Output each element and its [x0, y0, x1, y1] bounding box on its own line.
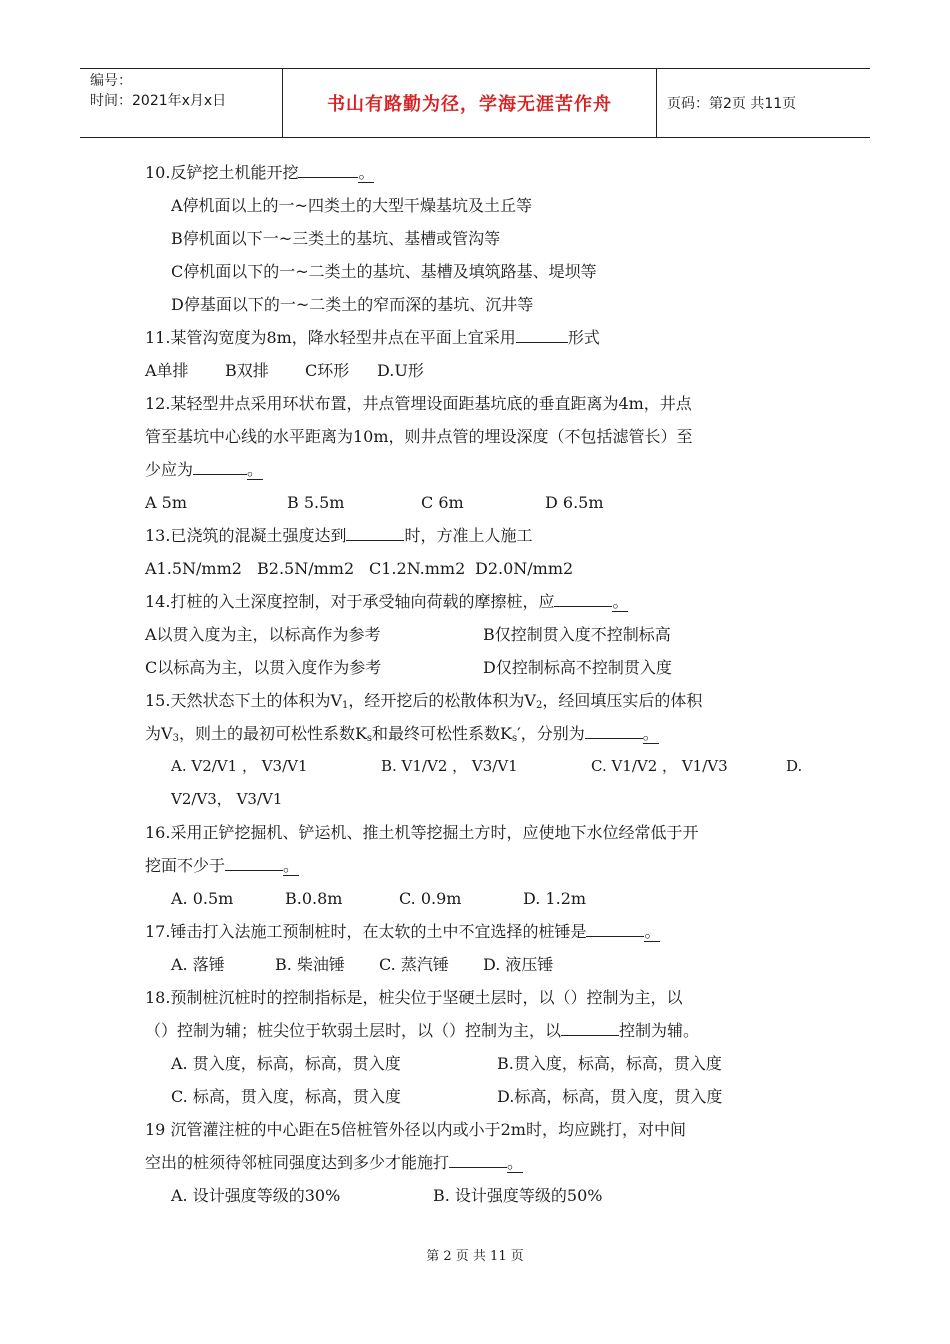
q18-option-d: D.标高，标高，贯入度，贯入度 — [497, 1087, 723, 1106]
q16-options — [145, 882, 813, 915]
q16-option-c: C. 0.9m — [399, 889, 462, 908]
q14-options-row2 — [145, 651, 813, 684]
q12-option-a: A 5m — [145, 493, 187, 512]
header-motto: 书山有路勤为径，学海无涯苦作舟 — [283, 69, 657, 137]
time-label: 时间：2021年x月x日 — [90, 93, 227, 109]
q16-option-b: B.0.8m — [285, 889, 343, 908]
q12-stem-line2: 管至基坑中心线的水平距离为10m，则井点管的埋设深度（不包括滤管长）至 — [145, 427, 693, 446]
q14-option-b: B仅控制贯入度不控制标高 — [483, 625, 671, 644]
q15-option-b: B. V1/V2 ， V3/V1 — [381, 757, 518, 775]
question-list — [145, 156, 813, 1212]
q17-options — [145, 948, 813, 981]
q19-stem-line2: 空出的桩须待邻桩同强度达到多少才能施打 。 — [145, 1153, 524, 1172]
answer-blank — [561, 1035, 619, 1036]
q14-stem: 14.打桩的入土深度控制，对于承受轴向荷载的摩擦桩，应 。 — [145, 592, 629, 611]
q13-option-c: C1.2N.mm2 — [369, 559, 466, 578]
q11-option-a: A单排 — [145, 361, 189, 380]
q13-options — [145, 552, 813, 585]
q14-option-c: C以标高为主，以贯入度作为参考 — [145, 658, 382, 677]
q16-stem-line2: 挖面不少于 。 — [145, 856, 300, 875]
answer-blank — [346, 540, 404, 541]
q16-option-d: D. 1.2m — [523, 889, 587, 908]
header-meta — [80, 69, 283, 137]
q10-option-a: A停机面以上的一~四类土的大型干燥基坑及土丘等 — [171, 196, 532, 215]
q16-stem-line1: 16.采用正铲挖掘机、铲运机、推土机等挖掘土方时，应使地下水位经常低于开 — [145, 823, 699, 842]
q18-option-a: A. 贯入度，标高，标高，贯入度 — [171, 1054, 401, 1073]
q12-options — [145, 486, 813, 519]
q15-stem-line1: 15.天然状态下土的体积为$V_1$，经开挖后的松散体积为$V_2$，经回填压实后的体积 — [145, 691, 703, 711]
q14-option-d: D仅控制标高不控制贯入度 — [483, 658, 672, 677]
page-header — [80, 68, 870, 138]
q12-stem-line1: 12.某轻型井点采用环状布置，井点管埋设面距基坑底的垂直距离为4m，井点 — [145, 394, 692, 413]
q13-stem: 13.已浇筑的混凝土强度达到 时，方准上人施工 — [145, 526, 533, 545]
q15-option-d: D. — [786, 757, 803, 775]
q12-option-b: B 5.5m — [287, 493, 345, 512]
q12-stem-line3: 少应为 。 — [145, 460, 264, 479]
q11-options — [145, 354, 813, 387]
q10-stem: 10.反铲挖土机能开挖 。 — [145, 163, 375, 182]
q10-option-c: C停机面以下的一~二类土的基坑、基槽及填筑路基、堤坝等 — [171, 262, 597, 281]
q18-option-b: B.贯入度，标高，标高，贯入度 — [497, 1054, 722, 1073]
q15-option-d-cont: V2/V3， V3/V1 — [171, 790, 283, 808]
q19-option-b: B. 设计强度等级的50% — [433, 1186, 603, 1205]
q17-option-b: B. 柴油锤 — [275, 955, 345, 974]
answer-blank — [225, 870, 283, 871]
q18-stem-line2: （）控制为辅；桩尖位于软弱土层时，以（）控制为主，以 控制为辅。 — [145, 1021, 700, 1040]
q16-option-a: A. 0.5m — [171, 889, 234, 908]
q19-options — [145, 1179, 813, 1212]
q15-stem-line2: 为$V_3$，则土的最初可松性系数$K_s$和最终可松性系数$K_s'$，分别为 。 — [145, 724, 659, 744]
q14-option-a: A以贯入度为主，以标高作为参考 — [145, 625, 381, 644]
q19-stem-line1: 19 沉管灌注桩的中心距在5倍桩管外径以内或小于2m时，均应跳打，对中间 — [145, 1120, 686, 1139]
q17-option-a: A. 落锤 — [171, 955, 225, 974]
answer-blank — [193, 474, 247, 475]
number-label: 编号： — [90, 73, 132, 89]
q10-option-d: D停基面以下的一~二类土的窄而深的基坑、沉井等 — [171, 295, 534, 314]
q18-option-c: C. 标高，贯入度，标高，贯入度 — [171, 1087, 401, 1106]
q15-option-c: C. V1/V2 ， V1/V3 — [591, 757, 728, 775]
answer-blank — [585, 738, 643, 739]
q12-option-d: D 6.5m — [545, 493, 604, 512]
q15-options — [145, 750, 813, 783]
q14-options-row1 — [145, 618, 813, 651]
header-page-info: 页码：第2页 共11页 — [667, 96, 797, 112]
q11-option-b: B双排 — [225, 361, 269, 380]
answer-blank — [298, 177, 358, 178]
q13-option-a: A1.5N/mm2 — [145, 559, 242, 578]
q17-stem: 17.锤击打入法施工预制桩时，在太软的土中不宜选择的桩锤是 。 — [145, 922, 661, 941]
answer-blank — [449, 1167, 507, 1168]
q17-option-c: C. 蒸汽锤 — [379, 955, 449, 974]
q13-option-d: D2.0N/mm2 — [475, 559, 574, 578]
page-footer: 第 2 页 共 11 页 — [426, 1249, 524, 1264]
q18-options-row2 — [145, 1080, 813, 1113]
q18-options-row1 — [145, 1047, 813, 1080]
answer-blank — [554, 606, 612, 607]
q17-option-d: D. 液压锤 — [483, 955, 554, 974]
q18-stem-line1: 18.预制桩沉桩时的控制指标是，桩尖位于坚硬土层时，以（）控制为主，以 — [145, 988, 683, 1007]
answer-blank — [516, 342, 568, 343]
q12-option-c: C 6m — [421, 493, 464, 512]
q10-option-b: B停机面以下一~三类土的基坑、基槽或管沟等 — [171, 229, 501, 248]
q11-option-d: D.U形 — [377, 361, 424, 380]
q11-option-c: C环形 — [305, 361, 350, 380]
q13-option-b: B2.5N/mm2 — [257, 559, 355, 578]
q19-option-a: A. 设计强度等级的30% — [171, 1186, 341, 1205]
answer-blank — [586, 936, 644, 937]
q11-stem: 11.某管沟宽度为8m，降水轻型井点在平面上宜采用 形式 — [145, 328, 600, 347]
q15-option-a: A. V2/V1 ， V3/V1 — [171, 757, 308, 775]
